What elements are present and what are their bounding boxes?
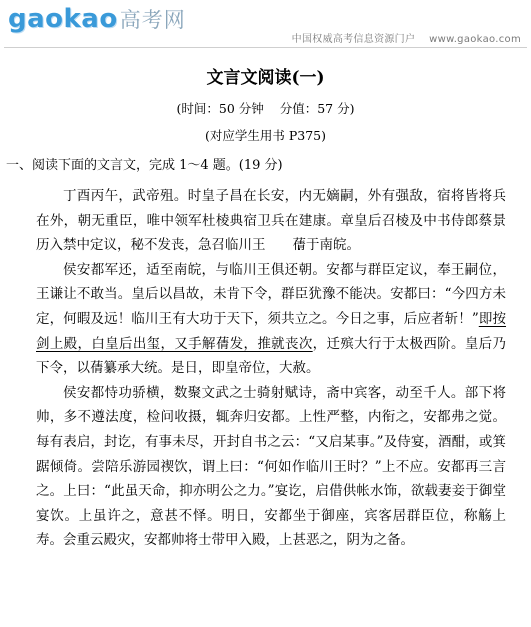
- header-divider: [4, 47, 527, 48]
- passage-paragraph-3: 侯安都恃功骄横，数聚文武之士骑射赋诗，斋中宾客，动至千人。部下将帅，多不遵法度，检问收摄，辄奔归安都。上性严整，内衔之，安都弗之觉。每有表启，封讫，有事未尽，开封自书之云：“又启某事。”及侍宴，酒酣，或箕踞倾倚。尝陪乐游园禊饮，谓上曰：“何如作临川王时？”上不应。安都再三言之。上曰：“此虽天命，抑亦明公之力。”宴讫，启借供帐水饰，欲载妻妾于御堂宴饮。上虽许之，意甚不怿。明日，安都坐于御座，宾客居群臣位，称觞上寿。会重云殿灾，安都帅将士带甲入殿，上甚恶之，阴为之备。: [36, 384, 506, 549]
- passage: [36, 184, 506, 553]
- question-instruction: 一、阅读下面的文言文，完成 1～4 题。(19 分): [6, 158, 283, 173]
- textbook-reference: (对应学生用书 P375): [205, 128, 326, 143]
- dotted-character: 蒨 ·: [266, 233, 307, 258]
- paragraph-text: 侯安都军还，适至南皖，与临川王俱还朝。安都与群臣定议，奉王嗣位，王谦让不敢当。皇后以昌故，未肯下令，群臣犹豫不能决。安都曰：“今四方未定，何暇及远！临川王有大功于天下，须共立之。今日之事，后应者斩！”: [36, 261, 506, 327]
- logo-text-cn: 高考网: [119, 8, 186, 32]
- site-header: [0, 0, 531, 48]
- site-logo[interactable]: [8, 4, 186, 35]
- paragraph-text: ，迁殡大行于太极西阶。皇后乃下令，以蒨纂承大统。是日，即皇帝位，大赦。: [36, 335, 507, 377]
- exam-time-score: (时间：50 分钟 分值：57 分): [176, 101, 355, 116]
- passage-paragraph-2: [36, 258, 506, 381]
- passage-paragraph-1: [36, 184, 506, 258]
- logo-text-en: gaokao: [8, 4, 118, 34]
- page-title: 文言文阅读(一): [206, 68, 325, 88]
- underlined-sentence: 即按剑上殿，白皇后出玺，又手解蒨发，推就丧次: [36, 310, 507, 352]
- paragraph-text: 丁酉丙午，武帝殂。时皇子昌在长安，内无嫡嗣，外有强敌，宿将皆将兵在外，朝无重臣，唯中领军杜棱典宿卫兵在建康。章皇后召棱及中书侍郎蔡景历入禁中定议，秘不发丧，急召临川王: [36, 188, 506, 254]
- paragraph-text: 于南皖。: [306, 237, 360, 254]
- site-tagline: 中国权威高考信息资源门户 www.gaokao.com: [291, 34, 521, 45]
